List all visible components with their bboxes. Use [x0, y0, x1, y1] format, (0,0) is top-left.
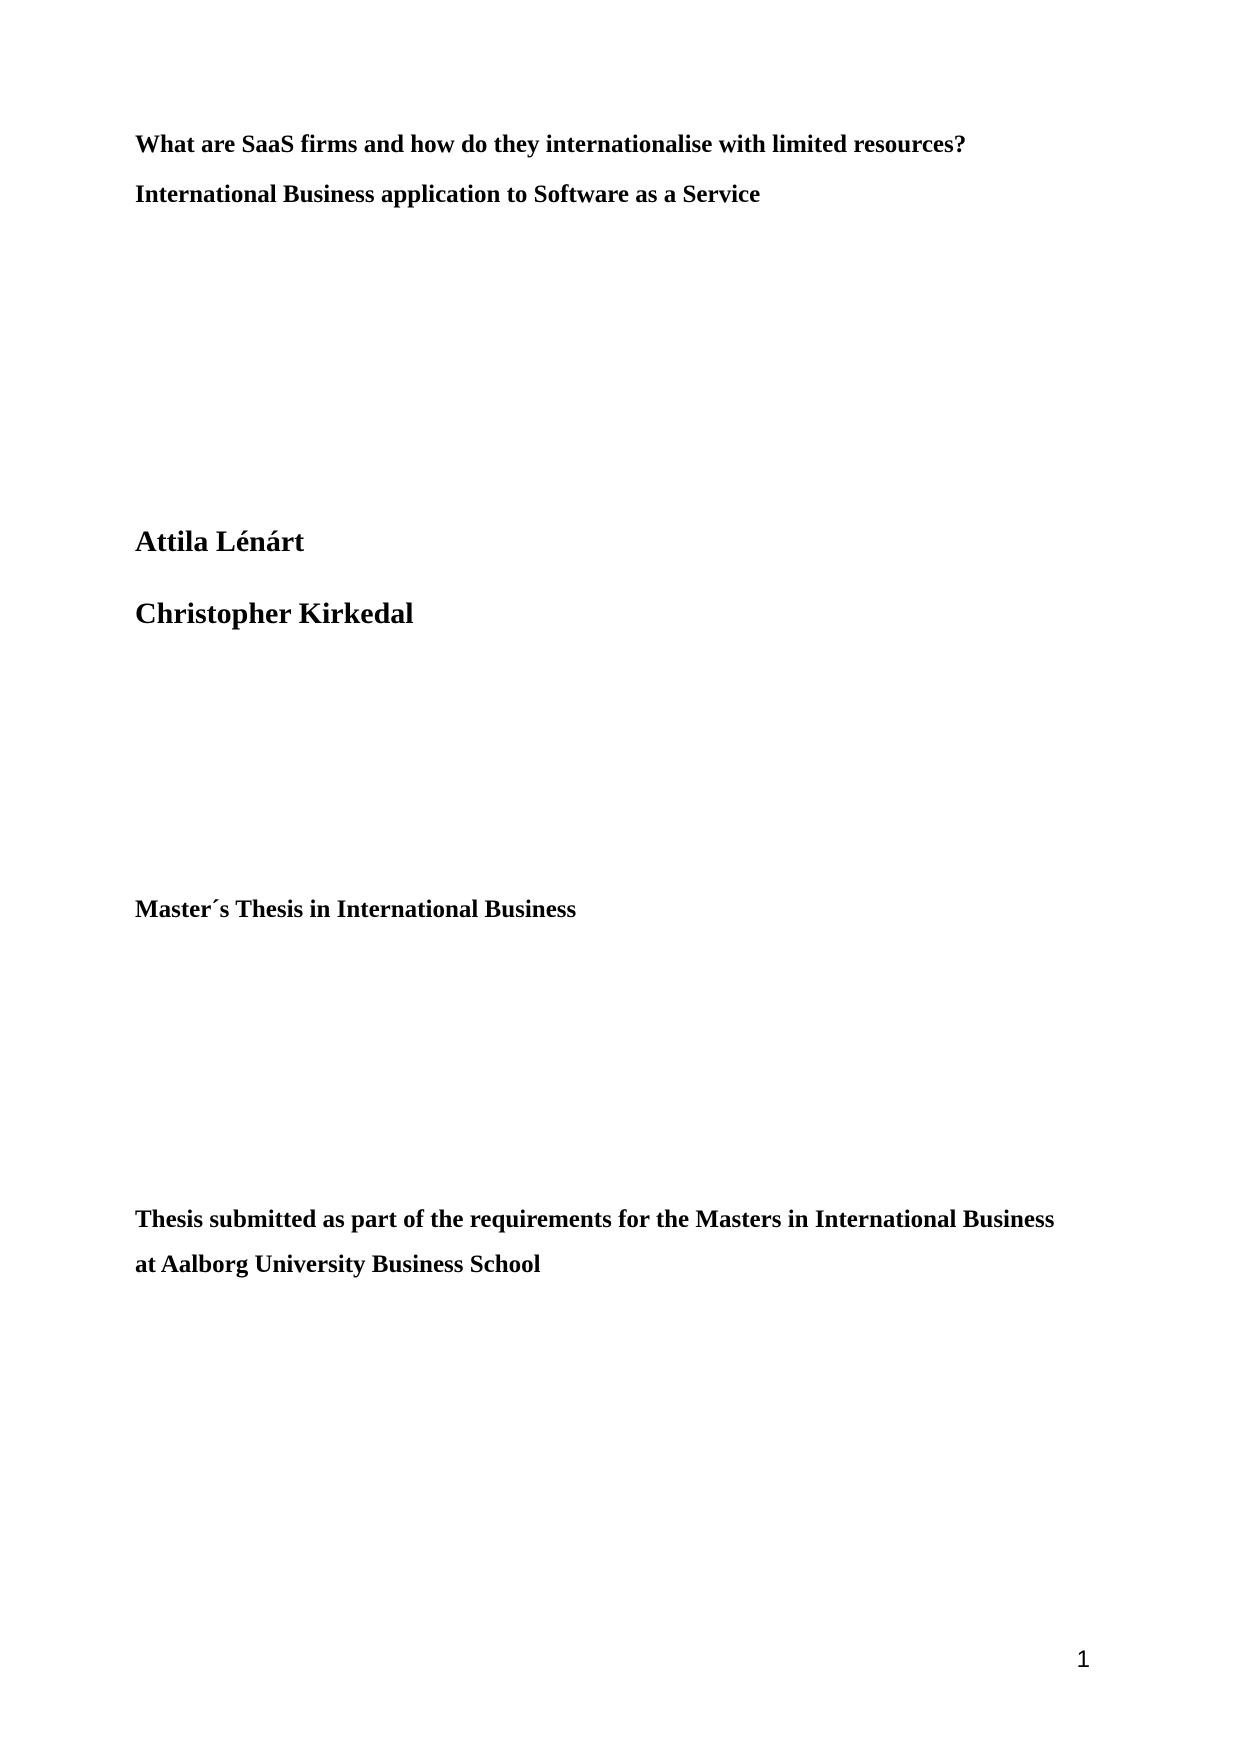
- page-number: 1: [1076, 1646, 1090, 1673]
- author-name-2: Christopher Kirkedal: [135, 597, 414, 630]
- author-name-1: Attila Lénárt: [135, 525, 305, 558]
- degree-line: Master´s Thesis in International Business: [135, 896, 577, 923]
- submission-statement-line-1: Thesis submitted as part of the requirements for the Masters in International Business: [135, 1206, 1055, 1233]
- thesis-title-line-1: What are SaaS firms and how do they internationalise with limited resources?: [135, 131, 967, 158]
- thesis-title-line-2: International Business application to Software as a Service: [135, 181, 761, 208]
- submission-statement: [135, 1197, 1122, 1287]
- thesis-title: [135, 120, 1122, 220]
- submission-statement-line-2: at Aalborg University Business School: [135, 1251, 541, 1278]
